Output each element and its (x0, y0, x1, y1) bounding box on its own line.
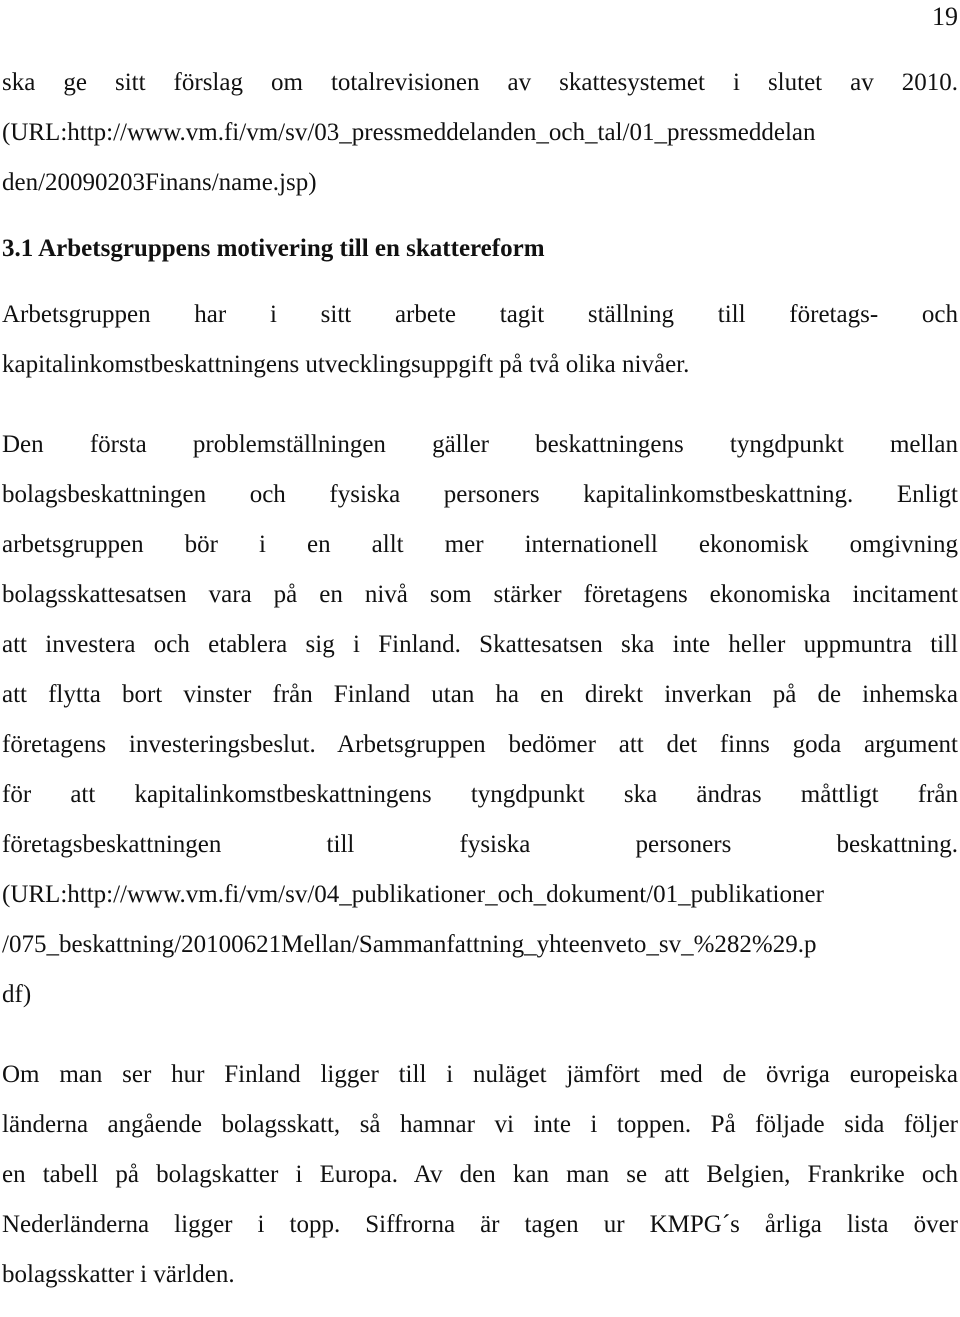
paragraph-2 (2, 420, 958, 1020)
paragraph-2-line: bolagsskattesatsen vara på en nivå som stärker företagens ekonomiska incitament (2, 581, 958, 608)
paragraph-3 (2, 1050, 958, 1300)
paragraph-3-line: Nederländerna ligger i topp. Siffrorna är tagen ur KMPG´s årliga lista över (2, 1211, 958, 1238)
paragraph-2-line: för att kapitalinkomstbeskattningens tyngdpunkt ska ändras måttligt från (2, 781, 958, 808)
document-body (2, 58, 958, 1300)
paragraph-2-line: att flytta bort vinster från Finland utan ha en direkt inverkan på de inhemska (2, 681, 958, 708)
paragraph-2-line: företagsbeskattningen till fysiska personers beskattning. (2, 831, 958, 858)
paragraph-2-line: arbetsgruppen bör i en allt mer internationell ekonomisk omgivning (2, 531, 958, 558)
intro-line: den/20090203Finans/name.jsp) (2, 169, 317, 196)
paragraph-2-line: att investera och etablera sig i Finland. Skattesatsen ska inte heller uppmuntra till (2, 631, 958, 658)
paragraph-2-line: bolagsbeskattningen och fysiska personers kapitalinkomstbeskattning. Enligt (2, 481, 958, 508)
paragraph-3-line: bolagsskatter i världen. (2, 1261, 235, 1288)
paragraph-2-line: /075_beskattning/20100621Mellan/Sammanfattning_yhteenveto_sv_%282%29.p (2, 931, 817, 958)
section-heading: 3.1 Arbetsgruppens motivering till en skattereform (2, 235, 545, 262)
paragraph-2-line: Den första problemställningen gäller beskattningens tyngdpunkt mellan (2, 431, 958, 458)
intro-paragraph (2, 58, 958, 208)
intro-line: (URL:http://www.vm.fi/vm/sv/03_pressmeddelanden_och_tal/01_pressmeddelan (2, 119, 816, 146)
paragraph-1-line: kapitalinkomstbeskattningens utvecklingsuppgift på två olika nivåer. (2, 351, 690, 378)
paragraph-2-line: (URL:http://www.vm.fi/vm/sv/04_publikationer_och_dokument/01_publikationer (2, 881, 824, 908)
paragraph-1-line: Arbetsgruppen har i sitt arbete tagit ställning till företags- och (2, 301, 958, 328)
paragraph-3-line: Om man ser hur Finland ligger till i nuläget jämfört med de övriga europeiska (2, 1061, 958, 1088)
paragraph-3-line: länderna angående bolagsskatt, så hamnar vi inte i toppen. På följade sida följer (2, 1111, 958, 1138)
paragraph-2-line: df) (2, 981, 32, 1008)
paragraph-2-line: företagens investeringsbeslut. Arbetsgruppen bedömer att det finns goda argument (2, 731, 958, 758)
page-number: 19 (932, 2, 958, 31)
paragraph-3-line: en tabell på bolagskatter i Europa. Av den kan man se att Belgien, Frankrike och (2, 1161, 958, 1188)
intro-line: ska ge sitt förslag om totalrevisionen av skattesystemet i slutet av 2010. (2, 69, 958, 96)
paragraph-1 (2, 290, 958, 390)
